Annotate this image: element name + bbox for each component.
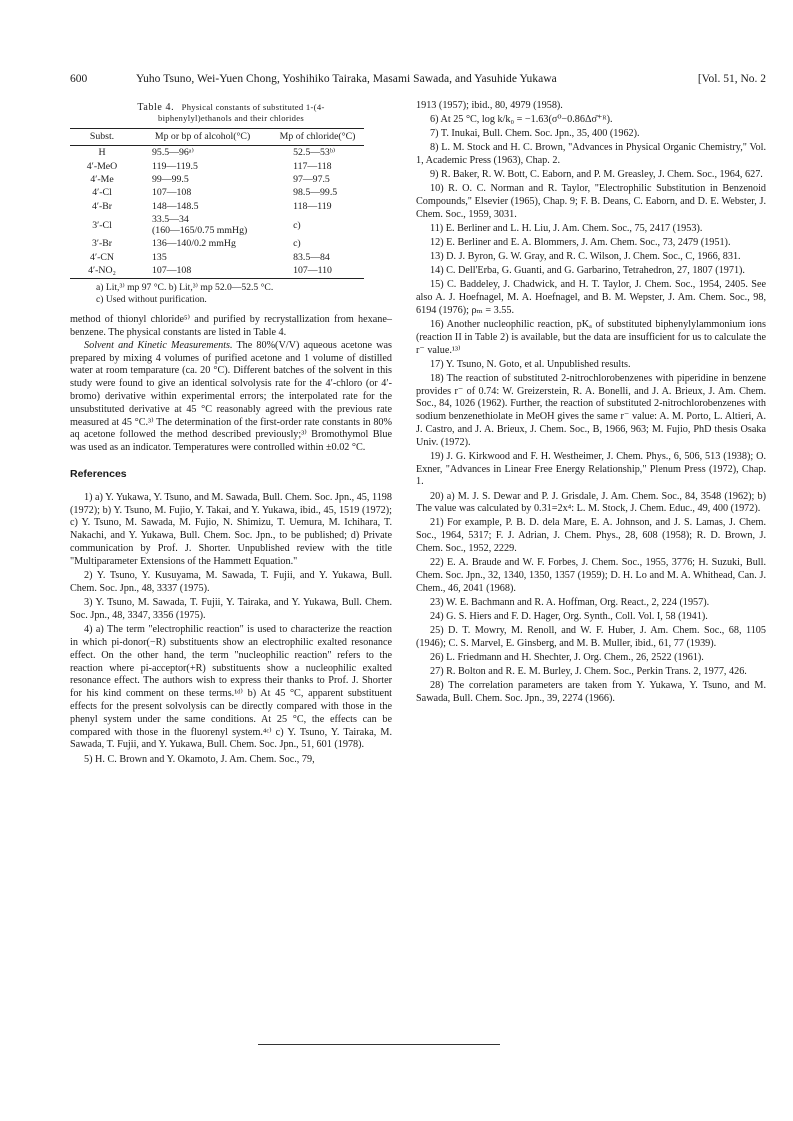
table-body	[70, 146, 364, 279]
right-column	[416, 100, 766, 707]
header-volume: [Vol. 51, No. 2	[697, 73, 766, 85]
table-header-chloride: Mp of chloride(°C)	[271, 129, 364, 146]
table-row	[70, 237, 364, 250]
table-cell-alcohol: 99—99.5	[152, 173, 189, 185]
table-cell-chloride: 118—119	[293, 200, 332, 212]
reference-entry: 25) D. T. Mowry, M. Renoll, and W. F. Huber, J. Am. Chem. Soc., 68, 1105 (1946); C. S. Marvel, E. Ginsberg, and M. B. Muller, ibid., 61, 77 (1939).	[416, 625, 766, 649]
reference-entry: 21) For example, P. B. D. dela Mare, E. A. Johnson, and J. S. Lamas, J. Chem. Soc., 1964, 5317; F. J. Adrian, J. Chem. Phys., 28, 608 (1958); R. D. Brown, J. Chem. Soc., 1952, 2229.	[416, 517, 766, 555]
table-cell-chloride: 98.5—99.5	[293, 187, 338, 199]
table-cell-subst: 4′-Cl	[92, 187, 112, 199]
body-paragraph-2-text: The 80%(V/V) aqueous acetone was prepared by mixing 4 volumes of purified acetone and 1 volume of distilled water at room temparature (ca. 20 °C). Different batches of the solvent in this study were found to give an identical solvolysis rate for the 4′-chloro (or 4′-bromo) derivative within experimental errors; the interpolated rate for the unsubstituted derivative at 45 °C reasonably agreed with the previous rate measured at 45 °C.³⁾ The determination of the first-order rate constants in 80% aq acetone followed the method described previously;³⁾ Bromothymol Blue was used as an indicator. Temperatures were controlled within ±0.02 °C.	[70, 339, 392, 454]
section-heading-solvent: Solvent and Kinetic Measurements.	[84, 339, 233, 351]
body-paragraph-1: method of thionyl chloride⁵⁾ and purified by recrystallization from hexane–benzene. The physical constants are listed in Table 4.	[70, 314, 392, 338]
reference-entry: 17) Y. Tsuno, N. Goto, et al. Unpublished results.	[430, 358, 631, 370]
right-references-list	[416, 100, 766, 706]
reference-entry: 10) R. O. C. Norman and R. Taylor, "Electrophilic Substitution in Benzenoid Compounds," Elsevier (1965), Chap. 9; F. B. Deans, C. Eaborn, and D. E. Webster, J. Chem. Soc., 1959, 3031.	[416, 183, 766, 220]
table-label: Table 4.	[137, 102, 175, 113]
table-footnote-c: c) Used without purification.	[96, 293, 207, 305]
reference-entry: 12) E. Berliner and E. A. Blommers, J. Am. Chem. Soc., 73, 2479 (1951).	[430, 237, 731, 249]
table-cell-chloride: 52.5—53ᵇ⁾	[293, 147, 336, 159]
running-header	[70, 72, 766, 88]
table-row	[70, 159, 364, 172]
left-references-list	[70, 492, 392, 767]
table-cell-subst: 4′-NO₂	[70, 264, 134, 279]
table-cell-subst: 3′-Cl	[92, 219, 112, 231]
reference-entry: 2) Y. Tsuno, Y. Kusuyama, M. Sawada, T. Fujii, and Y. Yukawa, Bull. Chem. Soc. Jpn., 48, 3337 (1975).	[70, 570, 392, 594]
table-cell-subst: 4′-Br	[91, 200, 113, 212]
table-row	[70, 264, 364, 279]
reference-entry: 9) R. Baker, R. W. Bott, C. Eaborn, and P. M. Greasley, J. Chem. Soc., 1964, 627.	[430, 169, 763, 181]
table-caption	[70, 102, 392, 124]
table-row	[70, 146, 364, 160]
table-cell-alcohol: 119—119.5	[152, 160, 198, 172]
table-cell-alcohol: 95.5—96ᵃ⁾	[152, 147, 194, 159]
table-row	[70, 251, 364, 264]
table-cell-alcohol: 136—140/0.2 mmHg	[152, 238, 236, 250]
table-cell-alcohol: 107—108	[152, 187, 192, 199]
table-cell-subst: 4′-CN	[90, 251, 114, 263]
table-cell-subst: H	[98, 147, 106, 159]
end-rule	[258, 1044, 500, 1045]
table-cell-chloride: 117—118	[293, 160, 332, 172]
reference-entry: 27) R. Bolton and R. E. M. Burley, J. Chem. Soc., Perkin Trans. 2, 1977, 426.	[430, 666, 747, 677]
table-cell-chloride: c)	[293, 238, 301, 250]
reference-entry: 11) E. Berliner and L. H. Liu, J. Am. Chem. Soc., 75, 2417 (1953).	[430, 222, 703, 234]
reference-entry: 7) T. Inukai, Bull. Chem. Soc. Jpn., 35, 400 (1962).	[430, 128, 640, 140]
reference-entry: 18) The reaction of substituted 2-nitrochlorobenzenes with piperidine in benzene provides r⁻ of 0.74: W. Greizerstein, R. A. Bonelli, and J. A. Brieux, J. Am. Chem. Soc., 84, 1026 (1962). Further, the reaction of substituted 2-nitrochlorobenzenes with sodium benzenethiolate in MeOH gives the same r⁻ value: A. M. Porto, L. Altieri, A. J. Castro, and J. A. Brieux, J. Chem. Soc., B, 1966, 963; M. Fujio, PhD thesis Osaka Univ. (1972).	[416, 372, 766, 448]
reference-entry: 22) E. A. Braude and W. F. Forbes, J. Chem. Soc., 1955, 3776; H. Suzuki, Bull. Chem. Soc. Jpn., 32, 1340, 1350, 1357 (1959); D. H. Lo and M. A. Whithead, Can. J. Chem., 46, 2041 (1968).	[416, 557, 766, 594]
references-heading: References	[70, 467, 127, 480]
reference-entry: 19) J. G. Kirkwood and F. H. Westheimer, J. Chem. Phys., 6, 506, 513 (1938); O. Exner, "Advances in Linear Free Energy Relationship," Plenum Press (1972), Chap. 1.	[416, 450, 766, 488]
reference-entry: 24) G. S. Hiers and F. D. Hager, Org. Synth., Coll. Vol. I, 58 (1941).	[430, 610, 708, 622]
table-header-alcohol: Mp or bp of alcohol(°C)	[134, 129, 271, 146]
table-cell-chloride: 107—110	[271, 264, 364, 279]
table-caption-line1: Physical constants of substituted 1-(4-	[181, 102, 325, 112]
table-footnotes	[96, 282, 392, 305]
table-cell-subst: 3′-Br	[91, 238, 113, 250]
table-cell-subst: 4′-Me	[90, 173, 114, 185]
reference-entry: 8) L. M. Stock and H. C. Brown, "Advances in Physical Organic Chemistry," Vol. 1, Academic Press (1963), Chap. 2.	[416, 142, 766, 167]
reference-entry: 20) a) M. J. S. Dewar and P. J. Grisdale, J. Am. Chem. Soc., 84, 3548 (1962); b) The value was calculated by 0.31=2x⁴: L. M. Stock, J. Chem. Educ., 49, 400 (1972).	[416, 490, 766, 515]
table-header-subst: Subst.	[70, 129, 134, 146]
table-row	[70, 200, 364, 213]
table-cell-alcohol: 135	[152, 251, 167, 263]
table-cell-alcohol: 148—148.5	[152, 200, 199, 212]
reference-entry: 3) Y. Tsuno, M. Sawada, T. Fujii, Y. Tairaka, and Y. Yukawa, Bull. Chem. Soc. Jpn., 48, 3347, 3356 (1975).	[70, 597, 392, 621]
reference-entry: 28) The correlation parameters are taken from Y. Yukawa, Y. Tsuno, and M. Sawada, Bull. Chem. Soc. Jpn., 39, 2274 (1966).	[416, 680, 766, 704]
reference-entry: 1) a) Y. Yukawa, Y. Tsuno, and M. Sawada, Bull. Chem. Soc. Jpn., 45, 1198 (1972); b) Y. Tsuno, M. Fujio, Y. Takai, and Y. Yukawa, ibid., 45, 1519 (1972); c) Y. Tsuno, M. Sawada, M. Fujio, N. Shimizu, T. Uemura, M. Ichihara, T. Nakachi, and Y. Yukawa, Bull. Chem. Soc. Jpn., to be published; d) Private communication by Prof. J. Shorter. Unpublished review with the title "Multiparameter Extensions of the Hammett Equation."	[70, 491, 392, 567]
table-cell-alcohol: 107—108	[134, 264, 271, 279]
table-row	[70, 213, 364, 237]
reference-entry: 16) Another nucleophilic reaction, pKₐ of substituted biphenylylammonium ions (reaction II in Table 2) is available, but the data are insufficient for us to calculate the r⁻ value.¹³⁾	[416, 319, 766, 356]
table-footnote-ab: a) Lit,³⁾ mp 97 °C. b) Lit,³⁾ mp 52.0—52.5 °C.	[96, 282, 274, 294]
table-cell-alcohol: 33.5—34 (160—165/0.75 mmHg)	[152, 214, 248, 237]
body-paragraph-2	[70, 340, 392, 455]
page-number: 600	[70, 73, 88, 85]
physical-constants-table	[70, 128, 364, 279]
table-cell-chloride: 83.5—84	[293, 251, 330, 263]
table-row	[70, 186, 364, 199]
reference-entry: 5) H. C. Brown and Y. Okamoto, J. Am. Chem. Soc., 79,	[84, 753, 315, 765]
table-row	[70, 173, 364, 186]
table-caption-line2: biphenylyl)ethanols and their chlorides	[157, 113, 305, 123]
reference-entry: 1913 (1957); ibid., 80, 4979 (1958).	[416, 100, 563, 111]
reference-entry: 13) D. J. Byron, G. W. Gray, and R. C. Wilson, J. Chem. Soc., C, 1966, 831.	[430, 251, 741, 263]
table-cell-chloride: 97—97.5	[293, 173, 330, 185]
reference-entry: 26) L. Friedmann and H. Shechter, J. Org. Chem., 26, 2522 (1961).	[430, 651, 704, 663]
header-authors: Yuho Tsuno, Wei-Yuen Chong, Yoshihiko Tairaka, Masami Sawada, and Yasuhide Yukawa	[136, 73, 557, 85]
table-cell-chloride: c)	[293, 219, 301, 231]
reference-entry: 14) C. Dell'Erba, G. Guanti, and G. Garbarino, Tetrahedron, 27, 1807 (1971).	[430, 265, 745, 277]
left-column	[70, 100, 392, 768]
reference-entry: 23) W. E. Bachmann and R. A. Hoffman, Org. React., 2, 224 (1957).	[430, 596, 710, 608]
reference-entry: 4) a) The term "electrophilic reaction" is used to characterize the reaction in which pi-donor(−R) substituents show an electrophilic exalted resonance effect. On the other hand, the term "nucleophilic reaction" refers to the reaction where pi-acceptor(+R) substituents show a nucleophilic exalted resonance effect. The authors wish to express their thanks to Prof. J. Shorter for his kind comment on these terms.¹ᵈ⁾ b) At 45 °C, apparent substituent effects for the present solvolysis can be directly compared with those in the phenyl system under the same conditions. At 25 °C, the effects can be compared with those in the fluorenyl system.⁴ᶜ⁾ c) Y. Tsuno, Y. Tairaka, M. Sawada, T. Fujii, and Y. Yukawa, Bull. Chem. Soc. Jpn., 51, 601 (1978).	[70, 624, 392, 751]
table-cell-subst: 4′-MeO	[86, 160, 118, 172]
reference-entry: 15) C. Baddeley, J. Chadwick, and H. T. Taylor, J. Chem. Soc., 1954, 2405. See also A. J. Hoefnagel, M. A. Hoefnagel, and B. M. Wepster, J. Am. Chem. Soc., 98, 6194 (1976); ρₘ = 3.55.	[416, 279, 766, 316]
reference-entry: 6) At 25 °C, log k/k₀ = −1.63(σ⁰−0.86Δσ̄⁺ᴿ).	[430, 114, 613, 126]
